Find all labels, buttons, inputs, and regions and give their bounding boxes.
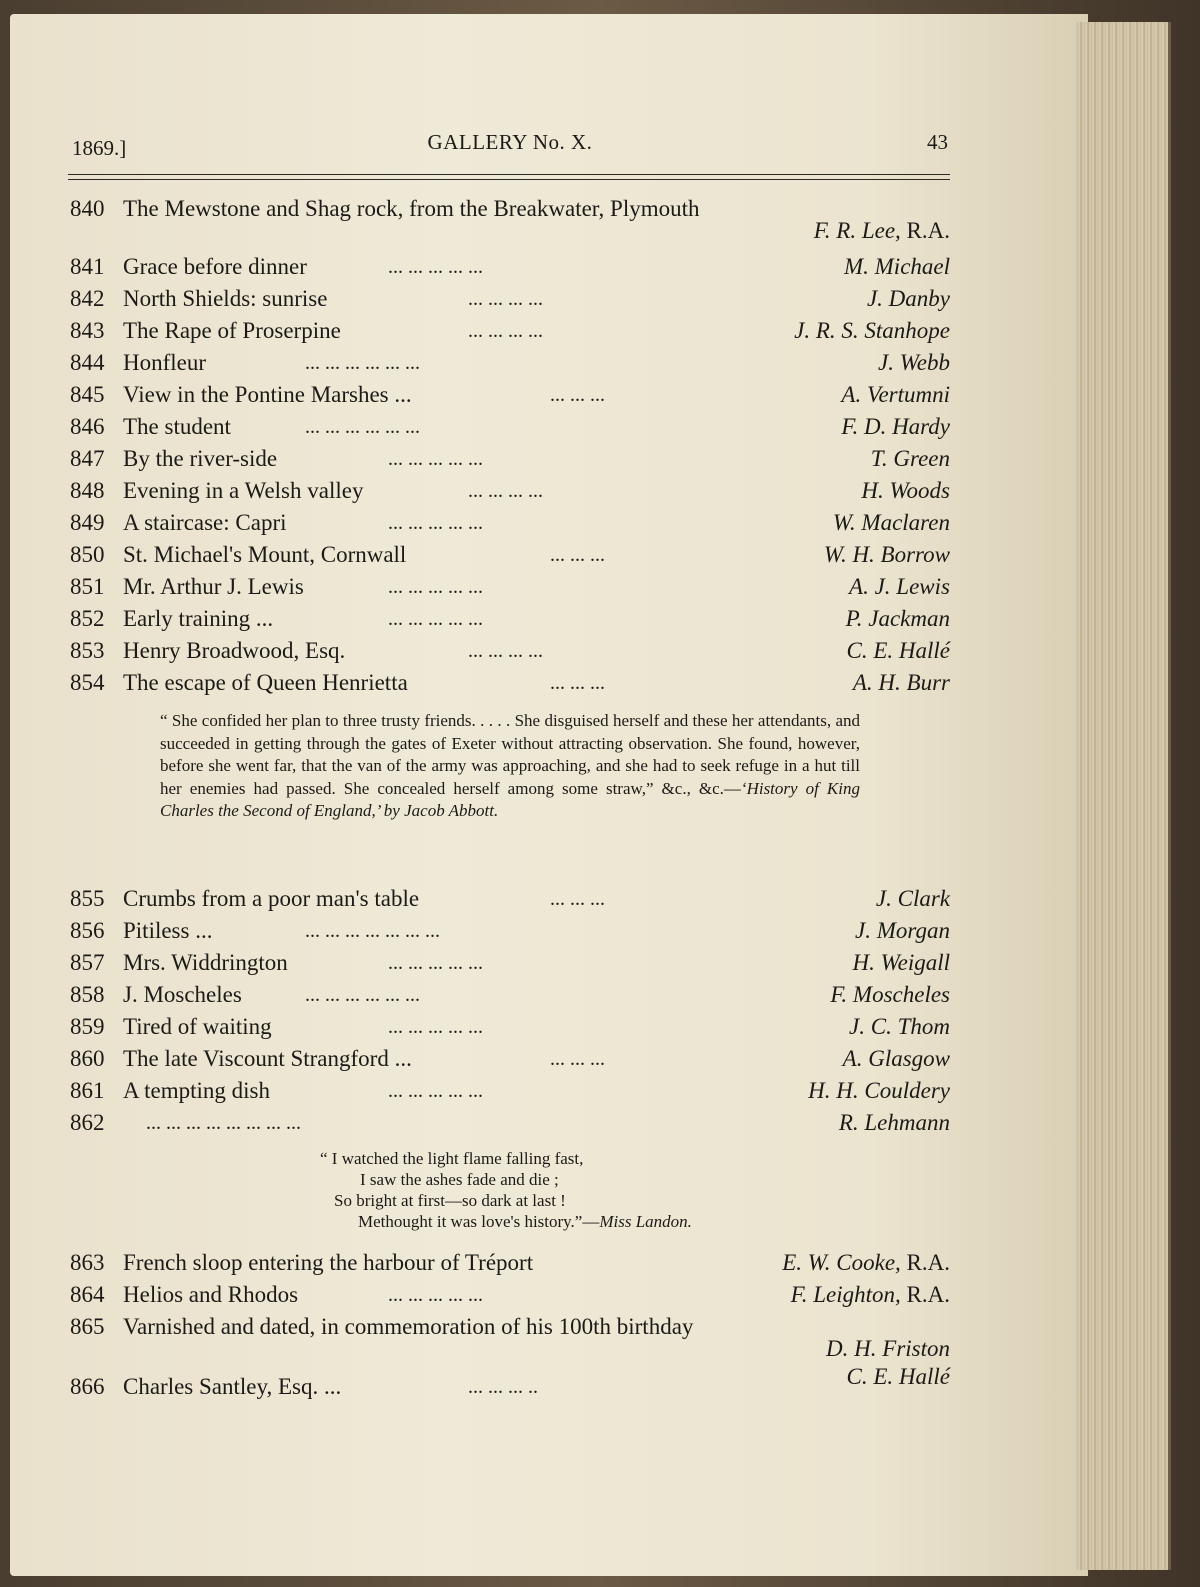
catalogue-entry	[70, 636, 950, 666]
header-rule-top	[68, 174, 950, 175]
catalogue-entry-artist-raised	[70, 1362, 950, 1392]
entry-number: 840	[70, 196, 105, 221]
entry-artist: M. Michael	[843, 254, 950, 279]
page-header	[72, 128, 948, 160]
entry-title: The Rape of Proserpine	[123, 318, 341, 343]
leader-dots: ... ... ...	[550, 672, 605, 694]
entry-number: 863	[70, 1250, 105, 1275]
entry-artist: H. H. Couldery	[808, 1078, 950, 1103]
leader-dots: ... ... ...	[550, 1048, 605, 1070]
entry-artist: F. Moscheles	[830, 982, 950, 1007]
entry-number: 855	[70, 886, 105, 911]
catalogue-entry	[70, 1108, 950, 1138]
entry-artist: W. Maclaren	[832, 510, 950, 535]
entry-artist: F. D. Hardy	[841, 414, 950, 439]
leader-dots: ... ... ... ...	[468, 640, 543, 662]
poem-attribution: Miss Landon.	[599, 1212, 692, 1231]
catalogue-entry	[70, 508, 950, 538]
entry-number: 862	[70, 1110, 105, 1135]
entry-title: Early training ...	[123, 606, 274, 631]
entry-artist: C. E. Hallé	[846, 1364, 950, 1389]
quotation-citation: ‘History of King Charles the Second of England,’ by Jacob Abbott.	[160, 778, 860, 820]
page-edges	[1076, 22, 1171, 1570]
catalogue-entry	[70, 380, 950, 410]
poem-line: So bright at first—so dark at last !	[334, 1191, 566, 1210]
leader-dots: ... ... ... ...	[468, 480, 543, 502]
entry-artist: A. Vertumni	[841, 382, 950, 407]
entry-number: 848	[70, 478, 105, 503]
leader-dots: ... ... ... ... ...	[388, 1016, 483, 1038]
entry-number: 844	[70, 350, 105, 375]
entry-number: 852	[70, 606, 105, 631]
entry-number: 860	[70, 1046, 105, 1071]
leader-dots: ... ... ... ... ...	[388, 952, 483, 974]
entry-artist: C. E. Hallé	[846, 638, 950, 663]
entry-number: 856	[70, 918, 105, 943]
entry-title: The student	[123, 414, 231, 439]
catalogue-entry	[70, 1248, 950, 1278]
catalogue-entry	[70, 916, 950, 946]
leader-dots: ... ... ... ... ... ... ...	[305, 920, 440, 942]
quotation-854	[160, 710, 860, 823]
catalogue-entry	[70, 412, 950, 442]
entry-artist: W. H. Borrow	[823, 542, 950, 567]
entry-number: 851	[70, 574, 105, 599]
entry-number: 843	[70, 318, 105, 343]
leader-dots: ... ... ... ...	[468, 288, 543, 310]
entry-title: North Shields: sunrise	[123, 286, 328, 311]
poem-line-text: Methought it was love's history.”—	[358, 1212, 600, 1231]
entry-artist: A. J. Lewis	[849, 574, 950, 599]
catalogue-entry-continued	[70, 1334, 950, 1364]
entry-title: St. Michael's Mount, Cornwall	[123, 542, 407, 567]
entry-number: 864	[70, 1282, 105, 1307]
page-number: 43	[927, 130, 948, 154]
catalogue-entry	[70, 316, 950, 346]
entry-number: 865	[70, 1314, 105, 1339]
poem-line-last	[320, 1211, 820, 1232]
entry-artist: J. R. S. Stanhope	[794, 318, 950, 343]
poem-line: “ I watched the light flame falling fast,	[320, 1149, 584, 1168]
catalogue-entry	[70, 948, 950, 978]
leader-dots: ... ... ...	[550, 384, 605, 406]
poem-862	[320, 1148, 820, 1232]
entry-artist: A. Glasgow	[842, 1046, 950, 1071]
catalogue-entry	[70, 476, 950, 506]
entry-artist: J. C. Thom	[849, 1014, 950, 1039]
leader-dots: ... ... ...	[550, 888, 605, 910]
entry-title: Grace before dinner	[123, 254, 307, 279]
entry-title: A tempting dish	[123, 1078, 270, 1103]
entry-title: By the river-side	[123, 446, 278, 471]
catalogue-entry	[70, 1012, 950, 1042]
artist-name: E. W. Cooke,	[782, 1250, 901, 1275]
catalogue-entry	[70, 1280, 950, 1310]
entry-number: 842	[70, 286, 105, 311]
leader-dots: ... ... ...	[550, 544, 605, 566]
entry-number: 841	[70, 254, 105, 279]
entry-title: The Mewstone and Shag rock, from the Breakwater, Plymouth	[123, 196, 700, 221]
entry-number: 845	[70, 382, 105, 407]
entry-title: Tired of waiting	[123, 1014, 272, 1039]
entry-title: The escape of Queen Henrietta	[123, 670, 408, 695]
catalogue-entry	[70, 284, 950, 314]
leader-dots: ... ... ... ..	[468, 1376, 538, 1398]
artist-suffix: R.A.	[900, 1250, 950, 1275]
artist-suffix: R.A.	[900, 218, 950, 243]
leader-dots: ... ... ... ... ...	[388, 1284, 483, 1306]
catalogue-entry	[70, 252, 950, 282]
leader-dots: ... ... ... ... ... ...	[305, 416, 420, 438]
entry-number: 847	[70, 446, 105, 471]
artist-name: F. Leighton,	[790, 1282, 901, 1307]
leader-dots: ... ... ... ... ... ...	[305, 984, 420, 1006]
entry-artist	[814, 216, 950, 246]
entry-artist: A. H. Burr	[852, 670, 950, 695]
leader-dots: ... ... ... ...	[468, 320, 543, 342]
entry-artist: T. Green	[870, 446, 950, 471]
catalogue-entry	[70, 572, 950, 602]
quotation-text: “ She confided her plan to three trusty friends. . . . . She disguised herself and these her attendants, and succeeded in getting through the gates of Exeter without attracting observation. She found, however, before she went far, that the van of the army was approaching, and she had to seek refuge in a hut till her enemies had passed. She concealed herself among some straw,” &c., &c.—	[160, 711, 860, 798]
entry-artist: J. Webb	[878, 350, 950, 375]
entry-title: Helios and Rhodos	[123, 1282, 299, 1307]
entry-title: Charles Santley, Esq. ...	[123, 1374, 342, 1399]
entry-title: Mr. Arthur J. Lewis	[123, 574, 304, 599]
entry-number: 854	[70, 670, 105, 695]
entry-title: Mrs. Widdrington	[123, 950, 288, 975]
entry-title: Varnished and dated, in commemoration of his 100th birthday	[123, 1314, 694, 1339]
entry-title: View in the Pontine Marshes ...	[123, 382, 412, 407]
catalogue-entry	[70, 668, 950, 698]
entry-artist: H. Weigall	[852, 950, 950, 975]
leader-dots: ... ... ... ... ...	[388, 576, 483, 598]
leader-dots: ... ... ... ... ... ... ... ...	[146, 1112, 301, 1134]
entry-number: 853	[70, 638, 105, 663]
artist-name: F. R. Lee,	[813, 218, 901, 243]
entry-artist: J. Danby	[866, 286, 950, 311]
entry-artist	[782, 1248, 950, 1278]
leader-dots: ... ... ... ... ...	[388, 1080, 483, 1102]
entry-number: 859	[70, 1014, 105, 1039]
catalogue-entry	[70, 884, 950, 914]
entry-number: 866	[70, 1374, 105, 1399]
entry-title: French sloop entering the harbour of Tréport	[123, 1250, 534, 1275]
leader-dots: ... ... ... ... ...	[388, 608, 483, 630]
leader-dots: ... ... ... ... ...	[388, 512, 483, 534]
entry-artist: J. Clark	[875, 886, 950, 911]
entry-artist: D. H. Friston	[826, 1336, 950, 1361]
entry-title: A staircase: Capri	[123, 510, 287, 535]
catalogue-entry	[70, 444, 950, 474]
entry-title: Evening in a Welsh valley	[123, 478, 364, 503]
entry-artist: R. Lehmann	[838, 1110, 950, 1135]
header-year: 1869.]	[72, 136, 127, 160]
catalogue-entry	[70, 540, 950, 570]
header-rule-bottom	[68, 179, 950, 180]
catalogue-entry	[70, 1076, 950, 1106]
entry-number: 857	[70, 950, 105, 975]
leader-dots: ... ... ... ... ...	[388, 448, 483, 470]
entry-title: Honfleur	[123, 350, 207, 375]
catalogue-entry-continued	[70, 216, 950, 246]
entry-number: 861	[70, 1078, 105, 1103]
header-title: GALLERY No. X.	[427, 130, 593, 154]
entry-title: Pitiless ...	[123, 918, 213, 943]
entry-title: J. Moscheles	[123, 982, 242, 1007]
artist-suffix: R.A.	[900, 1282, 950, 1307]
entry-number: 849	[70, 510, 105, 535]
entry-number: 846	[70, 414, 105, 439]
entry-title: Crumbs from a poor man's table	[123, 886, 420, 911]
entry-title: The late Viscount Strangford ...	[123, 1046, 412, 1071]
entry-title: Henry Broadwood, Esq.	[123, 638, 346, 663]
entry-artist: H. Woods	[861, 478, 950, 503]
entry-number: 858	[70, 982, 105, 1007]
poem-line: I saw the ashes fade and die ;	[360, 1170, 559, 1189]
leader-dots: ... ... ... ... ... ...	[305, 352, 420, 374]
entry-artist: P. Jackman	[845, 606, 950, 631]
entry-artist	[791, 1280, 950, 1310]
leader-dots: ... ... ... ... ...	[388, 256, 483, 278]
catalogue-entry	[70, 980, 950, 1010]
catalogue-entry	[70, 1044, 950, 1074]
entry-number: 850	[70, 542, 105, 567]
entry-artist: J. Morgan	[855, 918, 950, 943]
catalogue-entry	[70, 348, 950, 378]
catalogue-entry	[70, 604, 950, 634]
